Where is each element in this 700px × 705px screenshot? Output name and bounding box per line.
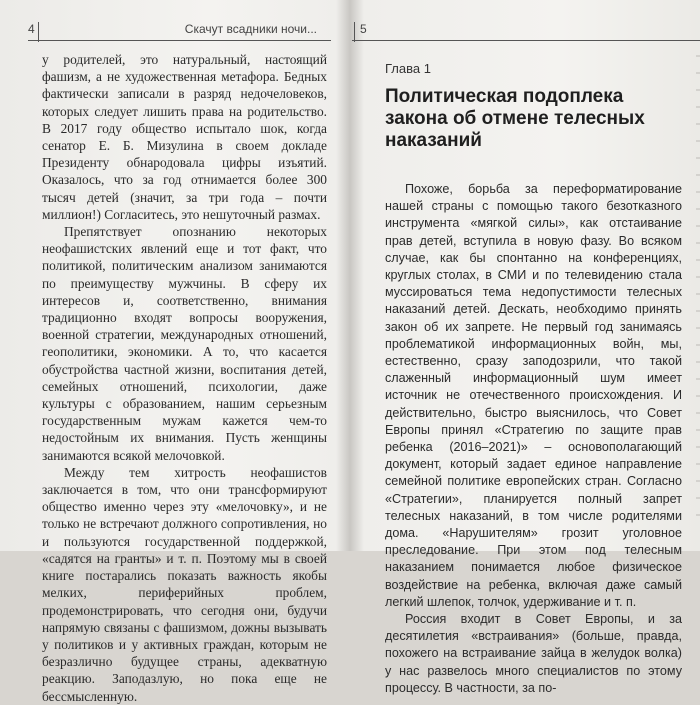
- right-page-number: 5: [360, 22, 367, 36]
- left-page-number: 4: [28, 22, 35, 36]
- chapter-title: Политическая подоплека закона об отмене телесных наказаний: [385, 86, 645, 151]
- left-page: [0, 0, 345, 704]
- right-header-divider: [354, 22, 355, 42]
- paragraph: Похоже, борьба за переформатирование нашей страны с помощью такого безотказного инструмента «мягкой силы», как отстаивание прав детей, вступила в новую фазу. Во всяком случае, как бы спонтанно на конференциях, круглых столах, в СМИ и по телевидению стала муссироваться тема недопустимости телесных наказаний детей. Дескать, необходимо принять закон об их запрете. Не первый год занимаясь проблематикой информационных войн, мы, естественно, сразу заподозрили, что такой слаженный информационный шум имеет источник не отечественного происхождения. И действительно, быстро выяснилось, что Совет Европы принял «Стратегию по защите прав ребенка (2016–2021)» – основополагающий документ, который задает единое направление семейной политике европейских стран. Согласно «Стратегии», планируется полный запрет телесных наказаний, в том числе родителями дома. «Нарушителям» грозит уголовное преследование. При этом под телесным наказанием понимается любое физическое воздействие на ребенка, включая даже самый легкий шлепок, толчок, удерживание и т. п.: [385, 182, 682, 609]
- paragraph: Россия входит в Совет Европы, и за десятилетия «встраивания» (больше, правда, похожего на встраивание зайца в желудок волка) у нас развелось много специалистов по этому процессу. В частности, за по-: [385, 612, 682, 695]
- right-page: [352, 0, 700, 695]
- left-header-rule: [28, 40, 331, 41]
- paragraph: Между тем хитрость неофашистов заключается в том, что они трансформируют общество именно через эту «мелочовку», и не только не встречают должного сопротивления, но и пользуются государственной поддержкой, «садятся на гранты» и т. п. Поэтому мы в своей книге постарались показать важность якобы мелких, периферийных проблем, продемонстрировать, что сегодня они, будучи напрямую связаны с фашизмом, дожны вызывать у политиков и у активных граждан, которым не безразлично будущее страны, адекватную реакцию. Заподазлую, но пока еще не бессмысленную.: [42, 464, 327, 704]
- left-body-text: [42, 51, 327, 705]
- left-header-divider: [38, 22, 39, 42]
- bleed-through-text: [696, 55, 700, 525]
- chapter-label: Глава 1: [385, 61, 431, 76]
- running-title: Скачут всадники ночи...: [184, 22, 317, 36]
- paragraph: у родителей, это натуральный, настоящий фашизм, а не художественная метафора. Бедных фактически записали в разряд недочеловеков, которых следует лишить права на родительство. В 2017 году общество испытало шок, когда сенатор Е. Б. Мизулина в своем докладе Президенту обнародовала цифры изъятий. Оказалось, что за год отнимается более 300 тысяч детей (значит, за три года – почти миллион!) Согласитесь, это нешуточный размах.: [42, 52, 327, 222]
- right-header-rule: [352, 40, 700, 41]
- paragraph: Препятствует опознанию некоторых неофашистских явлений еще и тот факт, что политикой, политическим анализом занимаются по преимуществу мужчины. В сферу их интересов и, соответственно, внимания традиционно входят вопросы вооружения, военной стратегии, международных отношений, геополитики, экономики. А то, что касается обустройства частной жизни, воспитания детей, семейных отношений, психологии, даже культуры с образованием, нашим серьезным государственным мужам кажется чем-то недостойным их внимания. Пусть женщины занимаются всякой мелочовкой.: [42, 224, 327, 463]
- right-body-text: [385, 181, 682, 697]
